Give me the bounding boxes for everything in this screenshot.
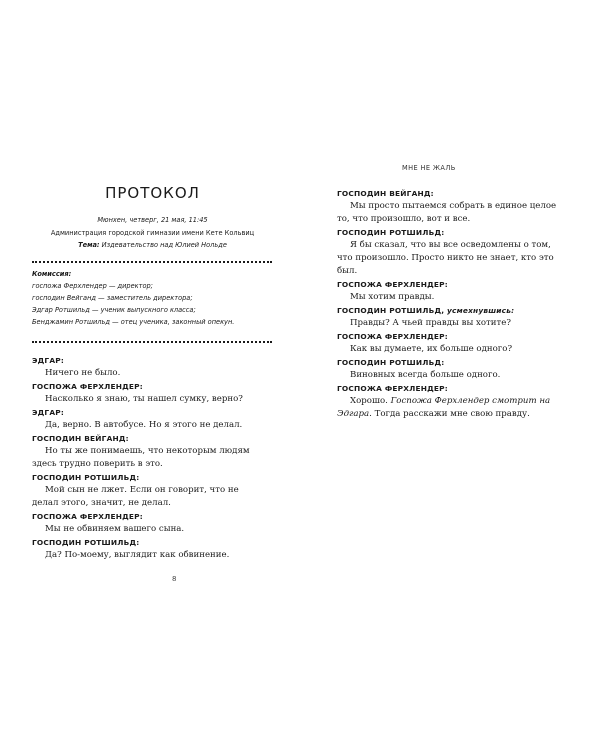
dialog-line-mixed: [337, 395, 567, 408]
page-number: 8: [172, 575, 177, 583]
dialog-line: Как вы думаете, их больше одного?: [350, 344, 513, 354]
dialog-line: Да, верно. В автобусе. Но я этого не делал.: [45, 420, 243, 430]
dialog-right: [337, 187, 567, 421]
page-title: ПРОТОКОЛ: [105, 184, 200, 202]
topic-line: [45, 241, 260, 249]
dialog-line: Мой сын не лжет. Если он говорит, что не: [45, 485, 239, 495]
speaker-name: ГОСПОДИН ВЕЙГАНД:: [32, 434, 129, 443]
speaker-name: ГОСПОЖА ФЕРХЛЕНДЕР:: [32, 512, 143, 521]
speaker-name: ГОСПОДИН РОТШИЛЬД:: [337, 228, 445, 237]
dotted-divider: [32, 261, 272, 263]
date-line: Мюнхен, четверг, 21 мая, 11:45: [97, 216, 208, 224]
dialog-line: делал этого, значит, не делал.: [32, 498, 171, 508]
commission-heading: Комиссия:: [32, 270, 72, 278]
speaker-name: ГОСПОЖА ФЕРХЛЕНДЕР:: [32, 382, 143, 391]
dialog-line: Насколько я знаю, ты нашел сумку, верно?: [45, 394, 243, 404]
dialog-line: был.: [337, 266, 358, 276]
speaker-name: ЭДГАР:: [32, 356, 65, 365]
dialog-text: Тогда расскажи мне свою правду.: [374, 409, 530, 419]
dotted-divider: [32, 341, 272, 343]
dialog-left: [32, 354, 262, 562]
speaker-name-with-note: [337, 304, 567, 317]
speaker-name: ГОСПОДИН РОТШИЛЬД:: [32, 473, 140, 482]
dialog-line: то, что произошло, вот и все.: [337, 214, 471, 224]
speaker-name: ГОСПОДИН РОТШИЛЬД:: [32, 538, 140, 547]
speaker-name: ГОСПОЖА ФЕРХЛЕНДЕР:: [337, 332, 448, 341]
dialog-line: Мы просто пытаемся собрать в единое целое: [350, 201, 557, 211]
topic-text: Издевательство над Юлией Нольде: [101, 241, 227, 249]
dialog-line: Виновных всегда больше одного.: [350, 370, 501, 380]
commission-member: Эдгар Ротшильд — ученик выпускного класса;: [32, 306, 196, 314]
dialog-line: Правды? А чьей правды вы хотите?: [350, 318, 511, 328]
speaker-name: ГОСПОДИН ВЕЙГАНД:: [337, 189, 434, 198]
dialog-line: Да? По-моему, выглядит как обвинение.: [45, 550, 230, 560]
commission-list: [32, 268, 272, 328]
dialog-line-mixed: [337, 408, 567, 421]
speaker-name: ГОСПОЖА ФЕРХЛЕНДЕР:: [337, 280, 448, 289]
dialog-line: Но ты же понимаешь, что некоторым людям: [45, 446, 250, 456]
admin-line: Администрация городской гимназии имени Кете Кольвиц: [50, 229, 255, 237]
commission-member: Бенджамин Ротшильд — отец ученика, законный опекун.: [32, 318, 235, 326]
dialog-line: Мы хотим правды.: [350, 292, 435, 302]
speaker-name: ГОСПОДИН РОТШИЛЬД,: [337, 306, 445, 315]
dialog-line: здесь трудно поверить в это.: [32, 459, 163, 469]
stage-direction: Эдгара.: [337, 409, 372, 419]
speaker-name: ГОСПОЖА ФЕРХЛЕНДЕР:: [337, 384, 448, 393]
topic-label: Тема:: [78, 241, 100, 249]
commission-member: госпожа Ферхлендер — директор;: [32, 282, 153, 290]
speaker-name: ГОСПОДИН РОТШИЛЬД:: [337, 358, 445, 367]
speaker-name: ЭДГАР:: [32, 408, 65, 417]
dialog-line: Я бы сказал, что вы все осведомлены о том,: [350, 240, 551, 250]
stage-direction: Госпожа Ферхлендер смотрит на: [390, 396, 551, 406]
commission-member: господин Вейганд — заместитель директора;: [32, 294, 193, 302]
running-head: МНЕ НЕ ЖАЛЬ: [402, 164, 456, 172]
dialog-text: Хорошо.: [350, 396, 388, 406]
stage-note: усмехнувшись:: [447, 306, 515, 315]
dialog-line: что произошло. Просто никто не знает, кто это: [337, 253, 554, 263]
dialog-line: Мы не обвиняем вашего сына.: [45, 524, 185, 534]
dialog-line: Ничего не было.: [45, 368, 121, 378]
